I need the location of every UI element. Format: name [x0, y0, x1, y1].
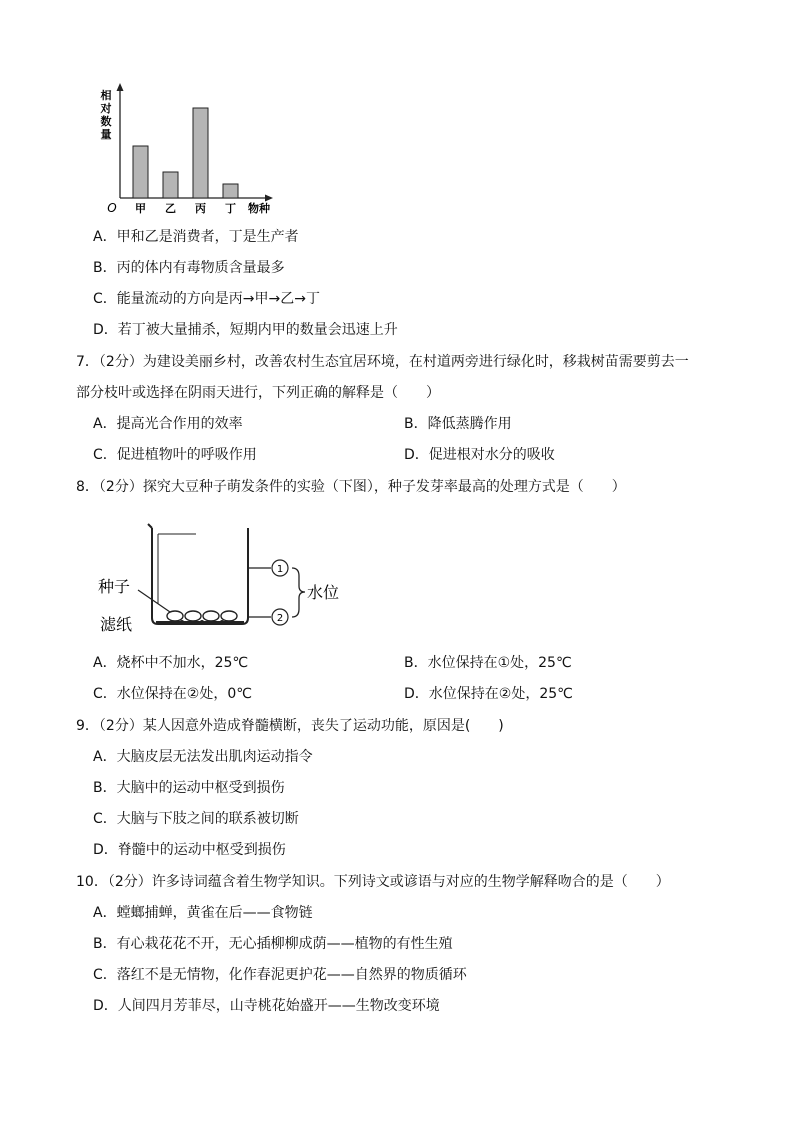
svg-text:对: 对: [100, 102, 112, 115]
bar-4: [223, 184, 238, 198]
y-axis-label: [100, 88, 112, 141]
water-level-label: 水位: [307, 583, 340, 602]
q9-option-c[interactable]: C．大脑与下肢之间的联系被切断: [93, 811, 299, 827]
seeds: [167, 611, 237, 621]
svg-text:量: 量: [100, 128, 112, 141]
svg-text:数: 数: [100, 115, 112, 128]
beaker-diagram: [96, 518, 356, 638]
q6-option-b[interactable]: B．丙的体内有毒物质含量最多: [93, 260, 285, 276]
bar-1: [133, 146, 148, 198]
q8-option-b[interactable]: B．水位保持在①处，25℃: [404, 655, 572, 671]
q6-option-d[interactable]: D．若丁被大量捕杀，短期内甲的数量会迅速上升: [93, 322, 398, 338]
q10-option-d[interactable]: D．人间四月芳菲尽，山寺桃花始盛开——生物改变环境: [93, 998, 440, 1014]
q7-option-c[interactable]: C．促进植物叶的呼吸作用: [93, 447, 257, 463]
q10-option-c[interactable]: C．落红不是无情物，化作春泥更护花——自然界的物质循环: [93, 967, 467, 983]
x-tick-label: 丙: [195, 202, 206, 215]
q9-option-a[interactable]: A．大脑皮层无法发出肌肉运动指令: [93, 749, 313, 765]
q6-option-c[interactable]: C．能量流动的方向是丙→甲→乙→丁: [93, 291, 320, 307]
x-tick-label: 甲: [135, 202, 146, 215]
q7-option-a[interactable]: A．提高光合作用的效率: [93, 416, 243, 432]
q8-option-d[interactable]: D．水位保持在②处，25℃: [404, 686, 573, 702]
x-tick-label: 乙: [165, 202, 176, 215]
seed-leader: [138, 590, 170, 612]
q8-option-a[interactable]: A．烧杯中不加水，25℃: [93, 655, 249, 671]
q10-option-a[interactable]: A．螳螂捕蝉，黄雀在后——食物链: [93, 905, 313, 921]
q7-stem-line-1: 7．（2分）为建设美丽乡村，改善农村生态宜居环境，在村道两旁进行绿化时，移栽树苗需要剪去一: [76, 354, 689, 370]
origin-label: O: [107, 201, 117, 215]
q9-option-d[interactable]: D．脊髓中的运动中枢受到损伤: [93, 842, 286, 858]
q9-stem: 9．（2分）某人因意外造成脊髓横断，丧失了运动功能，原因是( ): [76, 718, 504, 734]
q8-stem: 8．（2分）探究大豆种子萌发条件的实验（下图），种子发芽率最高的处理方式是（ ）: [76, 479, 626, 495]
bar-3: [193, 108, 208, 198]
y-axis-arrow: [117, 83, 124, 91]
seed-label: 种子: [98, 577, 131, 596]
q7-option-b[interactable]: B．降低蒸腾作用: [404, 416, 512, 432]
mark-1: 1: [276, 564, 284, 575]
beaker-rim-left: [148, 524, 152, 528]
q6-option-a[interactable]: A．甲和乙是消费者，丁是生产者: [93, 229, 299, 245]
q9-option-b[interactable]: B．大脑中的运动中枢受到损伤: [93, 780, 285, 796]
q8-option-c[interactable]: C．水位保持在②处，0℃: [93, 686, 252, 702]
svg-text:相: 相: [100, 89, 112, 102]
mark-2: 2: [276, 613, 284, 624]
filter-paper-label: 滤纸: [100, 615, 133, 634]
q10-stem: 10．（2分）许多诗词蕴含着生物学知识。下列诗文或谚语与对应的生物学解释吻合的是（ ）: [76, 874, 670, 890]
x-axis-label: 物种: [248, 202, 270, 215]
q7-option-d[interactable]: D．促进根对水分的吸收: [404, 447, 555, 463]
bar-2: [163, 172, 178, 198]
x-tick-label: 丁: [225, 202, 236, 215]
water-level-brace: [292, 568, 305, 617]
bar-chart: [96, 80, 286, 220]
q10-option-b[interactable]: B．有心栽花花不开，无心插柳柳成荫——植物的有性生殖: [93, 936, 453, 952]
x-axis-arrow: [265, 195, 273, 202]
q7-stem-line-2: 部分枝叶或选择在阴雨天进行，下列正确的解释是（ ）: [76, 385, 440, 401]
